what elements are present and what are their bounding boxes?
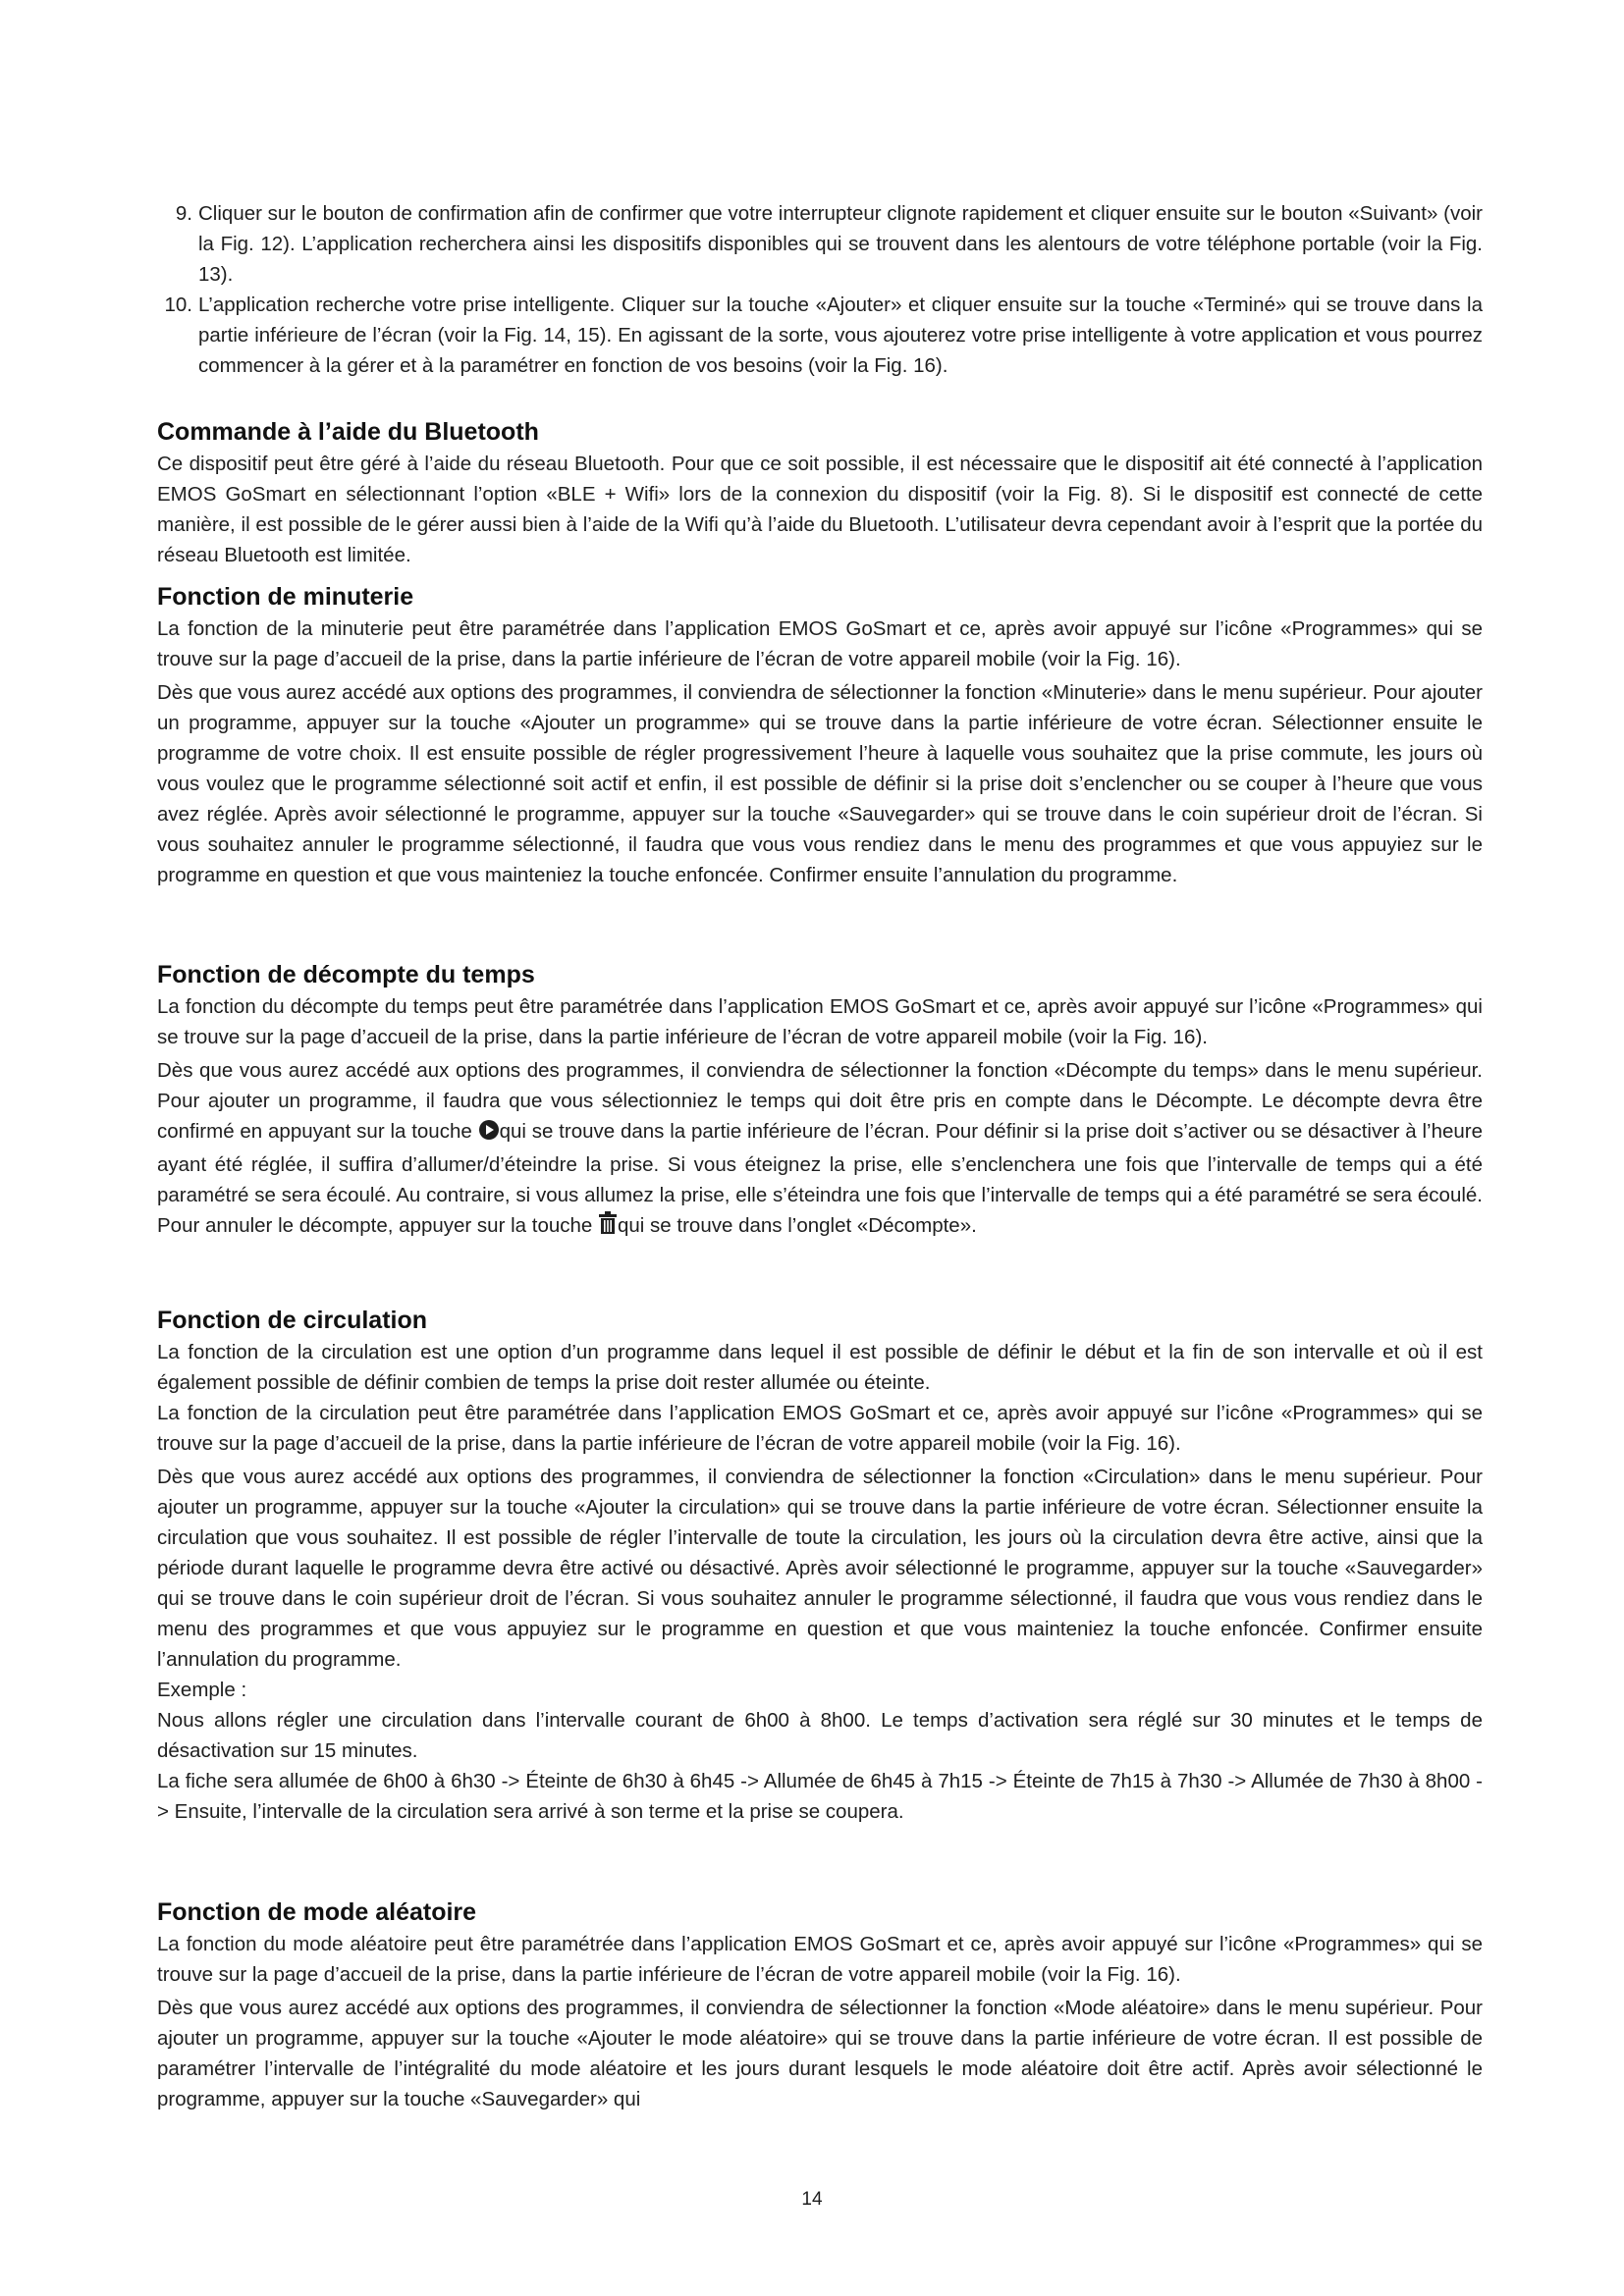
text-run: Dès que vous aurez accédé aux options des programmes, il conviendra de sélectionner la fonction «Décompte du temps» dans le menu supérieur. Pour ajouter un programme, il faudra que vous sélectionniez le temps qui doit être pris en compte dans le Décompte. Le décompte devra être confirmé en appuyant sur la touche [157, 1059, 1483, 1143]
paragraph: La fonction du mode aléatoire peut être paramétrée dans l’application EMOS GoSmart et ce, après avoir appuyé sur l’icône «Programmes» qui se trouve sur la page d’accueil de la prise, dans la partie inférieure de l’écran de votre appareil mobile (voir la Fig. 16). [157, 1933, 1483, 1986]
section-bluetooth [157, 415, 1483, 570]
section-heading: Commande à l’aide du Bluetooth [157, 418, 539, 446]
list-text: Cliquer sur le bouton de confirmation afin de confirmer que votre interrupteur clignote rapidement et cliquer ensuite sur le bouton «Suivant» (voir la Fig. 12). L’application recherchera ainsi les dispositifs disponibles qui se trouvent dans les alentours de votre téléphone portable (voir la Fig. 13). [198, 202, 1483, 286]
paragraph: La fiche sera allumée de 6h00 à 6h30 -> Éteinte de 6h30 à 6h45 -> Allumée de 6h45 à 7h15 -> Éteinte de 7h15 à 7h30 -> Allumée de 7h30 à 8h00 -> Ensuite, l’intervalle de la circulation sera arrivé à son terme et la prise se coupera. [157, 1770, 1483, 1823]
play-icon [478, 1119, 500, 1149]
paragraph: Dès que vous aurez accédé aux options des programmes, il conviendra de sélectionner la fonction «Mode aléatoire» dans le menu supérieur. Pour ajouter un programme, appuyer sur la touche «Ajouter le mode aléatoire» qui se trouve dans la partie inférieure de votre écran. Il est possible de paramétrer l’intervalle de l’intégralité du mode aléatoire et les jours durant lesquels le mode aléatoire doit être actif. Après avoir sélectionné le programme, appuyer sur la touche «Sauvegarder» qui [157, 1997, 1483, 2110]
list-item [157, 290, 1483, 381]
paragraph [157, 1055, 1483, 1244]
section-circulation [157, 1304, 1483, 1827]
text-run: qui se trouve dans la partie inférieure de l’écran. Pour définir si la prise doit s’activer ou se désactiver à l’heure ayant été réglée, il suffira d’allumer/d’éteindre la prise. Si vous éteignez la prise, elle s’enclenchera une fois que l’intervalle de temps qui a été paramétré se sera écoulé. Au contraire, si vous allumez la prise, elle s’éteindra une fois que l’intervalle de temps qui a été paramétré se sera écoulé. Pour annuler le décompte, appuyer sur la touche [157, 1120, 1484, 1237]
paragraph: Dès que vous aurez accédé aux options des programmes, il conviendra de sélectionner la fonction «Circulation» dans le menu supérieur. Pour ajouter un programme, appuyer sur la touche «Ajouter la circulation» qui se trouve dans la partie inférieure de votre écran. Sélectionner ensuite la circulation que vous souhaitez. Il est possible de régler l’intervalle de toute la circulation, les jours où la circulation devra être active, ainsi que la période durant laquelle le programme devra être activé ou désactivé. Après avoir sélectionné le programme, appuyer sur la touche «Sauvegarder» qui se trouve dans le coin supérieur droit de l’écran. Si vous souhaitez annuler le programme sélectionné, il faudra que vous vous rendiez dans le menu des programmes et que vous appuyiez sur le programme en question et que vous mainteniez la touche enfoncée. Confirmer ensuite l’annulation du programme. [157, 1466, 1483, 1671]
section-heading: Fonction de circulation [157, 1307, 428, 1334]
paragraph: La fonction de la circulation est une option d’un programme dans lequel il est possible de définir le début et la fin de son intervalle et où il est également possible de définir combien de temps la prise doit rester allumée ou éteinte. [157, 1341, 1483, 1394]
section-decompte [157, 958, 1483, 1244]
paragraph: La fonction du décompte du temps peut être paramétrée dans l’application EMOS GoSmart et ce, après avoir appuyé sur l’icône «Programmes» qui se trouve sur la page d’accueil de la prise, dans la partie inférieure de l’écran de votre appareil mobile (voir la Fig. 16). [157, 995, 1483, 1048]
list-number: 10. [164, 294, 192, 316]
paragraph: Exemple : [157, 1679, 247, 1701]
list-number: 9. [175, 202, 192, 225]
section-aleatoire [157, 1896, 1483, 2114]
section-heading: Fonction de mode aléatoire [157, 1898, 477, 1926]
trash-icon [598, 1211, 618, 1244]
list-item [157, 198, 1483, 290]
text-run: qui se trouve dans l’onglet «Décompte». [618, 1214, 977, 1237]
paragraph: La fonction de la minuterie peut être paramétrée dans l’application EMOS GoSmart et ce, après avoir appuyé sur l’icône «Programmes» qui se trouve sur la page d’accueil de la prise, dans la partie inférieure de l’écran de votre appareil mobile (voir la Fig. 16). [157, 617, 1483, 670]
paragraph: Nous allons régler une circulation dans l’intervalle courant de 6h00 à 8h00. Le temps d’activation sera réglé sur 30 minutes et le temps de désactivation sur 15 minutes. [157, 1709, 1483, 1762]
paragraph: La fonction de la circulation peut être paramétrée dans l’application EMOS GoSmart et ce, après avoir appuyé sur l’icône «Programmes» qui se trouve sur la page d’accueil de la prise, dans la partie inférieure de l’écran de votre appareil mobile (voir la Fig. 16). [157, 1402, 1483, 1455]
list-text: L’application recherche votre prise intelligente. Cliquer sur la touche «Ajouter» et cliquer ensuite sur la touche «Terminé» qui se trouve dans la partie inférieure de l’écran (voir la Fig. 14, 15). En agissant de la sorte, vous ajouterez votre prise intelligente à votre application et vous pourrez commencer à la gérer et à la paramétrer en fonction de vos besoins (voir la Fig. 16). [198, 294, 1483, 377]
page-number: 14 [801, 2189, 823, 2210]
section-minuterie [157, 580, 1483, 890]
paragraph: Ce dispositif peut être géré à l’aide du réseau Bluetooth. Pour que ce soit possible, il est nécessaire que le dispositif ait été connecté à l’application EMOS GoSmart en sélectionnant l’option «BLE + Wifi» lors de la connexion du dispositif (voir la Fig. 8). Si le dispositif est connecté de cette manière, il est possible de le gérer aussi bien à l’aide de la Wifi qu’à l’aide du Bluetooth. L’utilisateur devra cependant avoir à l’esprit que la portée du réseau Bluetooth est limitée. [157, 453, 1483, 566]
section-heading: Fonction de décompte du temps [157, 961, 535, 988]
paragraph: Dès que vous aurez accédé aux options des programmes, il conviendra de sélectionner la fonction «Minuterie» dans le menu supérieur. Pour ajouter un programme, appuyer sur la touche «Ajouter un programme» qui se trouve dans la partie inférieure de votre écran. Sélectionner ensuite le programme de votre choix. Il est ensuite possible de régler progressivement l’heure à laquelle vous souhaitez que la prise commute, les jours où vous voulez que le programme sélectionné soit actif et enfin, il est possible de définir si la prise doit s’enclencher ou se couper à l’heure que vous avez réglée. Après avoir sélectionné le programme, appuyer sur la touche «Sauvegarder» qui se trouve dans le coin supérieur droit de l’écran. Si vous souhaitez annuler le programme sélectionné, il faudra que vous vous rendiez dans le menu des programmes et que vous appuyiez sur le programme en question et que vous mainteniez la touche enfoncée. Confirmer ensuite l’annulation du programme. [157, 681, 1483, 886]
section-heading: Fonction de minuterie [157, 583, 414, 611]
numbered-list [157, 198, 1483, 381]
